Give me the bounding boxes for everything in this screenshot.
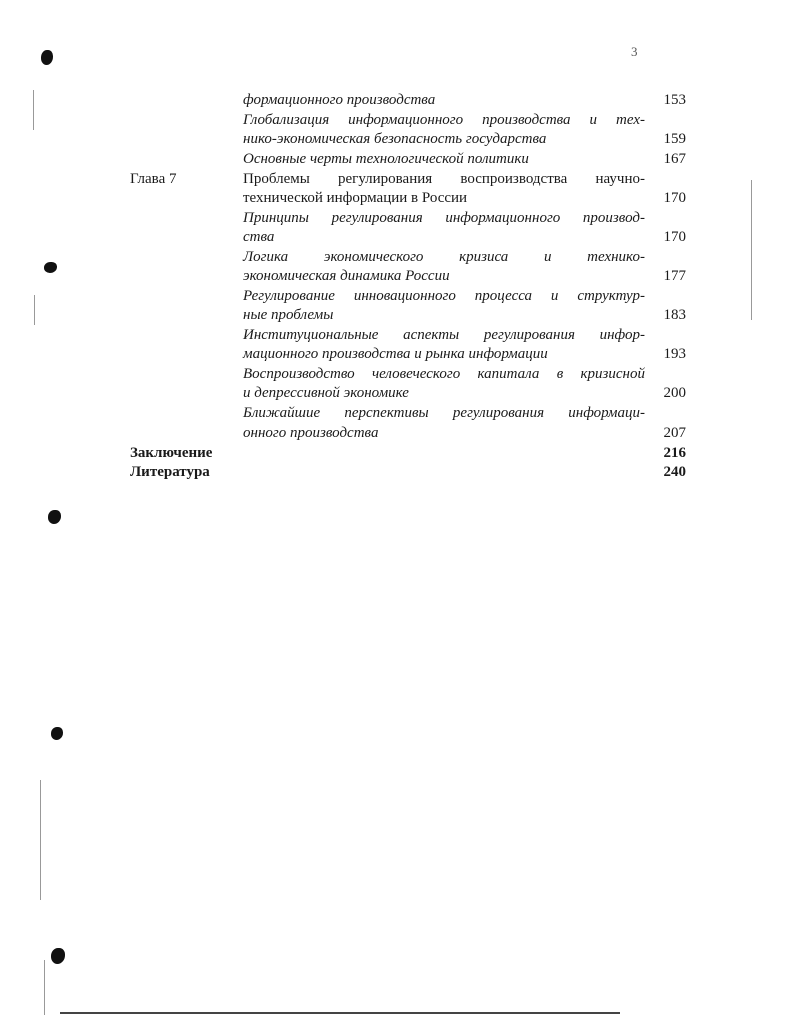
toc-entry-text: онного производства (243, 425, 379, 441)
toc-entry-text: нико-экономическая безопасность государства (243, 131, 547, 147)
toc-entry-text: Принципы регулирования информационного производ- (243, 210, 645, 226)
literature-label: Литература (130, 464, 210, 480)
scan-edge-line (34, 295, 35, 325)
toc-entry-page: 170 (663, 229, 686, 245)
toc-entry-text: Регулирование инновационного процесса и структур- (243, 288, 645, 304)
toc-entry-page: 183 (663, 307, 686, 323)
chapter-title: технической информации в России (243, 190, 468, 206)
toc-entry-text: ные проблемы (243, 307, 334, 323)
toc-entry-page: 159 (663, 131, 686, 147)
page-number: 3 (631, 44, 638, 59)
literature-page: 240 (663, 464, 686, 480)
toc-entry-text: Ближайшие перспективы регулирования информаци- (243, 405, 645, 421)
scan-edge-line (33, 90, 34, 130)
scan-edge-line (40, 780, 41, 900)
toc-entry-text: Воспроизводство человеческого капитала в кризисной (243, 366, 645, 382)
toc-entry-page: 177 (663, 268, 686, 284)
toc-entry-page: 167 (663, 151, 686, 167)
toc-entry-text: Глобализация информационного производства и тех- (243, 112, 645, 128)
toc-entry-page: 200 (663, 385, 686, 401)
toc-entry-text: ства (243, 229, 275, 245)
conclusion-page: 216 (663, 445, 686, 461)
toc-entry-text: Институциональные аспекты регулирования инфор- (243, 327, 645, 343)
toc-entry-text: Основные черты технологической политики (243, 151, 529, 167)
toc-entry-text: формационного производства (243, 92, 436, 108)
toc-entry-page: 193 (663, 346, 686, 362)
scan-edge-line (44, 960, 45, 1015)
toc-entry-text: Логика экономического кризиса и технико- (243, 249, 645, 265)
toc-entry-text: и депрессивной экономике (243, 385, 409, 401)
toc-entry-text: экономическая динамика России (243, 268, 450, 284)
conclusion-label: Заключение (130, 445, 213, 461)
scan-bottom-edge (60, 1012, 620, 1014)
toc-entry-page: 170 (663, 190, 686, 206)
toc-entry-page: 207 (663, 425, 686, 441)
chapter-title: Проблемы регулирования воспроизводства научно- (243, 171, 645, 187)
toc-entry-page: 153 (663, 92, 686, 108)
scan-edge-line (751, 180, 752, 320)
toc-entry-text: мационного производства и рынка информации (243, 346, 548, 362)
chapter-label: Глава 7 (130, 171, 177, 187)
